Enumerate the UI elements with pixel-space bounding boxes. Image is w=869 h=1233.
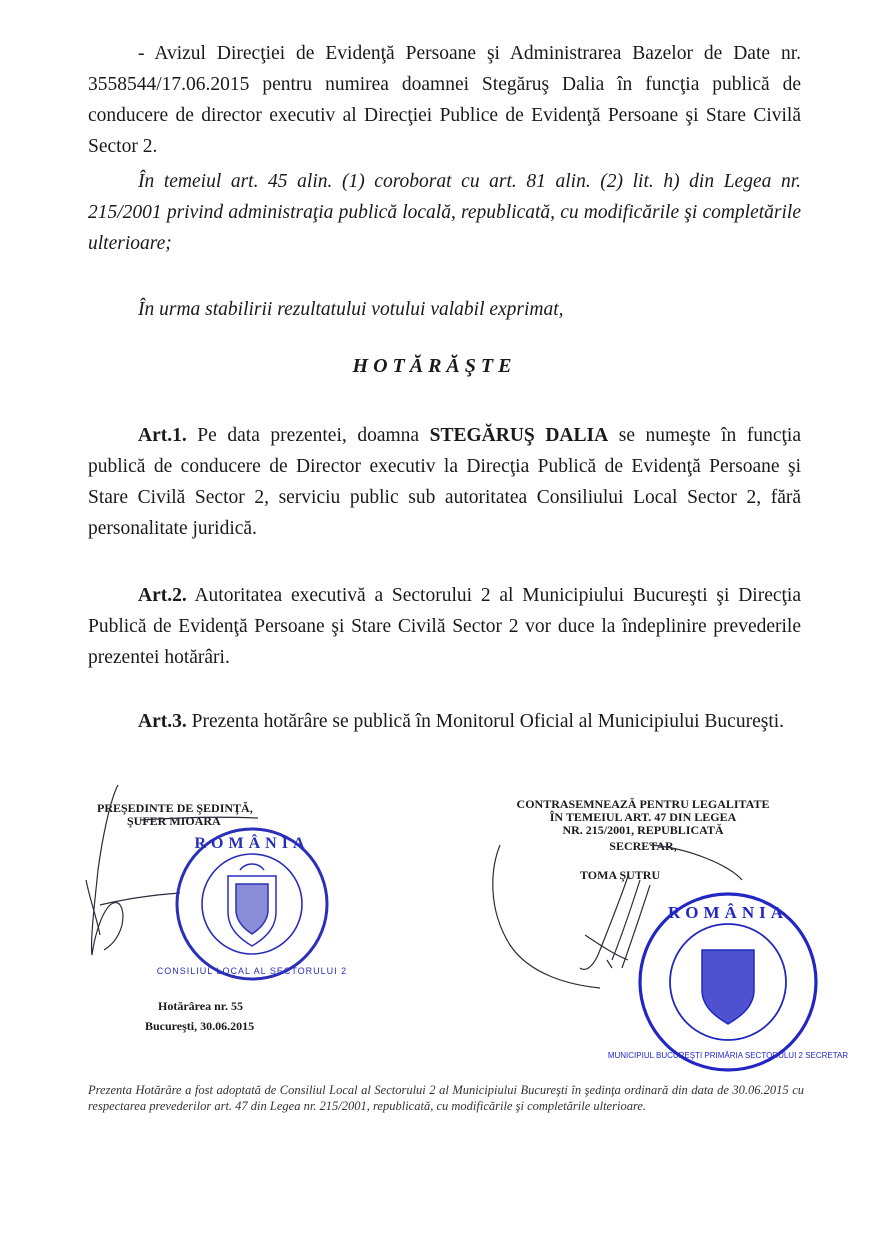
left-stamp-side-text: CONSILIUL LOCAL AL SECTORULUI 2 <box>156 966 348 976</box>
article-3-label: Art.3. <box>138 711 187 732</box>
article-1-name: STEGĂRUŞ DALIA <box>429 425 609 446</box>
place-date: Bucureşti, 30.06.2015 <box>145 1019 255 1033</box>
coat-of-arms-icon <box>702 950 754 1024</box>
left-stamp <box>157 829 347 979</box>
article-1-text-before: Pe data prezentei, doamna <box>186 425 430 446</box>
decision-heading: HOTĂRĂŞTE <box>352 355 517 377</box>
left-signature-title: PREŞEDINTE DE ŞEDINŢĂ, <box>97 801 253 815</box>
left-handwritten-signature <box>86 785 258 955</box>
article-2-label: Art.2. <box>138 585 187 606</box>
vot-paragraph: În urma stabilirii rezultatului votului valabil exprimat, <box>138 299 564 320</box>
right-signature-line1: CONTRASEMNEAZĂ PENTRU LEGALITATE <box>516 797 770 811</box>
coat-of-arms-icon <box>228 864 276 946</box>
footer-note: Prezenta Hotărâre a fost adoptată de Consiliul Local al Sectorului 2 al Municipiului Bucureşti în şedinţa ordinară din data de 30.06.2015 cu respectarea prevederilor art. 47 din Legea nr. 215/2001, republicată, cu modificările şi completările ulterioare. <box>88 1083 804 1113</box>
right-signature-line3: NR. 215/2001, REPUBLICATĂ <box>562 823 724 837</box>
right-signature-line2: ÎN TEMEIUL ART. 47 DIN LEGEA <box>549 810 737 824</box>
article-1-label: Art.1. <box>138 425 187 446</box>
article-2-text: Autoritatea executivă a Sectorului 2 al Municipiului Bucureşti şi Direcţia Publică de Evidenţă Persoane şi Stare Civilă Sector 2 vor duce la îndeplinire prevederile prezentei hotărâri. <box>88 585 801 668</box>
right-signature-name: TOMA ŞUTRU <box>580 868 661 882</box>
right-stamp-top-text: ROMÂNIA <box>668 903 788 922</box>
article-3-text: Prezenta hotărâre se publică în Monitorul Oficial al Municipiului Bucureşti. <box>186 711 785 732</box>
left-signature-name: ŞUFER MIOARA <box>127 814 221 828</box>
decision-number: Hotărârea nr. 55 <box>158 999 243 1013</box>
article-1-text-after: se numeşte în funcţia publică de conducere de Director executiv la Direcţia Publică de Evidenţă Persoane şi Stare Civilă Sector 2, serviciu public sub autoritatea Consiliului Local Sector 2, fără personalitate juridică. <box>88 425 801 539</box>
aviz-paragraph: - Avizul Direcţiei de Evidenţă Persoane şi Administrarea Bazelor de Date nr. 3558544/17.06.2015 pentru numirea doamnei Stegăruş Dalia în funcţia publică de conducere de director executiv al Direcţiei Publice de Evidenţă Persoane şi Stare Civilă Sector 2. <box>88 43 801 157</box>
right-stamp <box>608 894 849 1070</box>
right-stamp-side-text: MUNICIPIUL BUCUREŞTI PRIMĂRIA SECTORULUI 2 SECRETAR <box>607 1051 849 1060</box>
temei-paragraph: În temeiul art. 45 alin. (1) coroborat cu art. 81 alin. (2) lit. h) din Legea nr. 215/2001 privind administraţia publică locală, republicată, cu modificările şi completările ulterioare; <box>88 171 801 254</box>
right-signature-title: SECRETAR, <box>609 839 677 853</box>
left-stamp-top-text: ROMÂNIA <box>194 835 310 852</box>
